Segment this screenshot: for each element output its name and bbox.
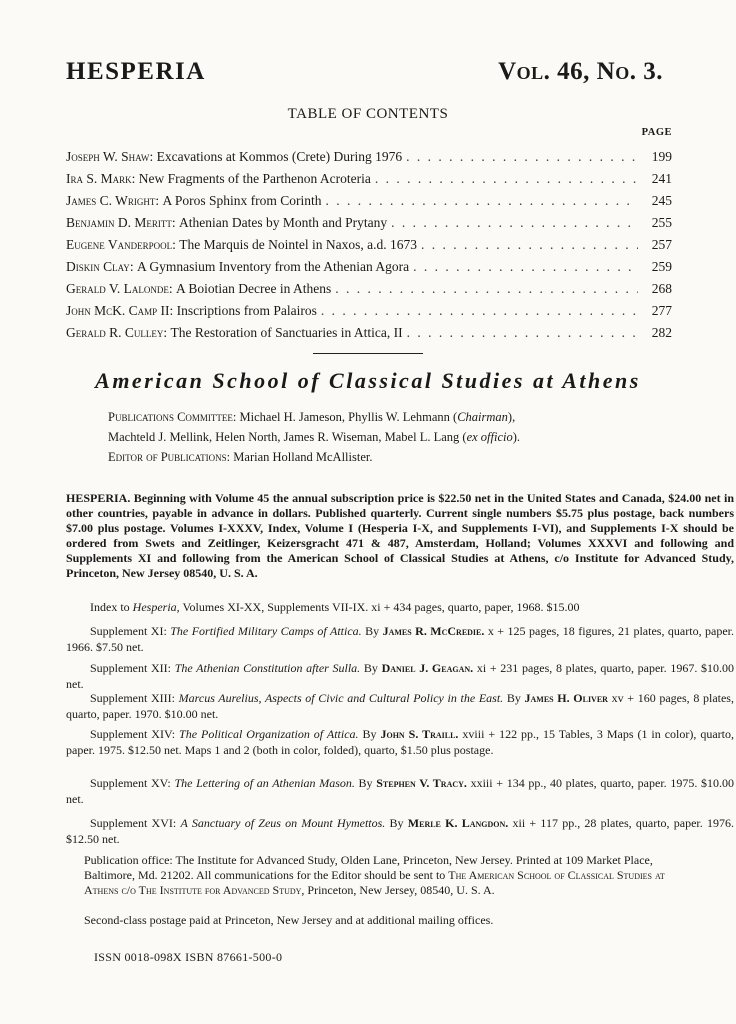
- school-name: American School of Classical Studies at Athens: [95, 368, 641, 393]
- editor-label: Editor of Publications:: [108, 450, 231, 464]
- supplement-entry: [66, 600, 734, 616]
- committee-members-1: Michael H. Jameson, Phyllis W. Lehmann (: [239, 410, 458, 424]
- publication-office-end: Princeton, New Jersey, 08540, U. S. A.: [304, 883, 495, 897]
- supplement-details: , Volumes XI-XX, Supplements VII-IX. xi + 434 pages, quarto, paper, 1968. $15.00: [176, 600, 580, 614]
- toc-entry: [66, 303, 672, 325]
- toc-author: James C. Wright: [66, 193, 156, 208]
- toc-leader-dots: [335, 281, 638, 297]
- supplement-entry: [66, 727, 734, 758]
- supplement-details: x + 125 pages, 18 figures, 21 plates, quarto, paper. 1966. $7.50 net.: [66, 624, 735, 654]
- supplement-lead: Supplement XVI:: [90, 816, 181, 830]
- toc-page: 282: [651, 325, 672, 340]
- toc-page: 259: [651, 259, 672, 274]
- toc-title: Excavations at Kommos (Crete) During 1976: [156, 149, 403, 164]
- toc-page: 277: [651, 303, 672, 318]
- supplement-title: The Fortified Military Camps of Attica.: [170, 624, 362, 638]
- toc-author: Eugene Vanderpool: [66, 237, 173, 252]
- toc-author: John McK. Camp II: [66, 303, 170, 318]
- supplement-by: By: [361, 624, 383, 638]
- supplement-author: James H. Oliver: [524, 691, 608, 705]
- supplement-lead: Index to: [90, 600, 133, 614]
- supplement-lead: Supplement XIV:: [90, 727, 180, 741]
- subscription-notice: HESPERIA. Beginning with Volume 45 the annual subscription price is $22.50 net in the United States and Canada, $24.00 net in other countries, payable in advance in dollars. Published quarterly. Current single numbers $5.75 plus postage, back numbers $7.00 plus postage. Volumes I-XXXV, Index, Volume I (Hesperia I-X, and Supplements I-VI), and Supplements I-X should be ordered from Swets and Zeitlinger, Keizersgracht 471 & 487, Amsterdam, Holland; Volumes XXXVI and following and Supplements XI and following from the American School of Classical Studies at Athens, c/o Institute for Advanced Study, Princeton, New Jersey 08540, U. S. A.: [66, 491, 734, 580]
- toc-title: A Boiotian Decree in Athens: [176, 281, 332, 296]
- toc-colon: :: [149, 149, 157, 164]
- committee-chair: Chairman: [457, 410, 508, 424]
- supplement-lead: Supplement XV:: [90, 776, 175, 790]
- postage-notice: Second-class postage paid at Princeton, New Jersey and at additional mailing offices.: [84, 913, 494, 927]
- publication-office: [84, 853, 684, 898]
- supplement-title: A Sanctuary of Zeus on Mount Hymettos.: [180, 816, 386, 830]
- toc-heading: TABLE OF CONTENTS: [287, 106, 449, 122]
- toc-entry: [66, 259, 672, 281]
- toc-leader-dots: [375, 171, 638, 187]
- toc-author: Diskin Clay: [66, 259, 130, 274]
- toc-leader-dots: [406, 149, 638, 165]
- toc-colon: :: [171, 215, 180, 230]
- committee-sep-2: ).: [512, 430, 521, 444]
- toc-entry: [66, 237, 672, 259]
- toc-colon: :: [169, 303, 177, 318]
- toc-leader-dots: [421, 237, 638, 253]
- toc-entry: [66, 325, 672, 347]
- supplement-details: xii + 117 pp., 28 plates, quarto, paper. 1976. $12.50 net.: [66, 816, 734, 846]
- supplement-lead: Supplement XI:: [90, 624, 171, 638]
- supplement-entry: [66, 661, 734, 692]
- supplement-entry: [66, 624, 734, 655]
- supplement-details: xi + 231 pages, 8 plates, quarto, paper. 1967. $10.00 net.: [66, 661, 734, 691]
- toc-leader-dots: [391, 215, 638, 231]
- committee-ex-officio: ex officio: [466, 430, 513, 444]
- toc-entry: [66, 215, 672, 237]
- toc-entry: [66, 149, 672, 171]
- supplement-by: By: [354, 776, 377, 790]
- publication-office-address: The American School of Classical Studies at Athens c/o The Institute for Advanced Study,: [84, 868, 665, 897]
- toc-title: Athenian Dates by Month and Prytany: [179, 215, 388, 230]
- issn-isbn: ISSN 0018-098X ISBN 87661-500-0: [94, 950, 283, 964]
- supplement-author: Stephen V. Tracy.: [376, 776, 467, 790]
- supplement-author: James R. McCredie.: [382, 624, 485, 638]
- supplement-by: By: [358, 727, 381, 741]
- publication-office-text: Publication office: The Institute for Advanced Study, Olden Lane, Princeton, New Jersey. Printed at 109 Market Place, Baltimore, Md. 21202. All communications for the Editor should be sent to: [84, 853, 653, 882]
- toc-author: Gerald V. Lalonde: [66, 281, 169, 296]
- supplement-entry: [66, 776, 734, 807]
- toc-title: The Marquis de Nointel in Naxos, a.d. 1673: [179, 237, 417, 252]
- toc-page-column-label: PAGE: [641, 127, 672, 138]
- editor-name: Marian Holland McAllister.: [233, 450, 373, 464]
- toc-page: 199: [651, 149, 672, 164]
- supplement-entry: [66, 816, 734, 847]
- toc-author: Joseph W. Shaw: [66, 149, 150, 164]
- journal-title: HESPERIA: [66, 58, 206, 85]
- divider: [313, 353, 423, 354]
- supplement-by: By: [385, 816, 408, 830]
- supplement-entry: [66, 691, 734, 722]
- toc-colon: :: [163, 325, 171, 340]
- supplement-details: xxiii + 134 pp., 40 plates, quarto, paper. 1975. $10.00 net.: [66, 776, 734, 806]
- publications-committee-cont: [108, 430, 520, 445]
- toc-title: New Fragments of the Parthenon Acroteria: [138, 171, 371, 186]
- toc-title: A Gymnasium Inventory from the Athenian Agora: [136, 259, 410, 274]
- committee-members-2: Machteld J. Mellink, Helen North, James R. Wiseman, Mabel L. Lang (: [108, 430, 467, 444]
- toc-author: Ira S. Mark: [66, 171, 132, 186]
- supplement-lead: Supplement XIII:: [90, 691, 179, 705]
- supplement-by: By: [503, 691, 525, 705]
- supplement-author: John S. Traill.: [380, 727, 459, 741]
- volume-number: Vol. 46, No. 3.: [498, 58, 663, 85]
- supplement-details: xv + 160 pages, 8 plates, quarto, paper. 1970. $10.00 net.: [66, 691, 734, 721]
- toc-page: 245: [651, 193, 672, 208]
- toc-title: A Poros Sphinx from Corinth: [162, 193, 322, 208]
- committee-label: Publications Committee:: [108, 410, 237, 424]
- supplement-lead: Supplement XII:: [90, 661, 175, 675]
- toc-colon: :: [129, 259, 137, 274]
- toc-leader-dots: [407, 325, 638, 341]
- supplement-title: The Lettering of an Athenian Mason.: [174, 776, 355, 790]
- toc-leader-dots: [321, 303, 638, 319]
- toc-colon: :: [155, 193, 163, 208]
- toc-entry: [66, 193, 672, 215]
- toc-entry: [66, 171, 672, 193]
- supplement-title: The Athenian Constitution after Sulla.: [174, 661, 361, 675]
- toc-title: Inscriptions from Palairos: [176, 303, 317, 318]
- toc-leader-dots: [326, 193, 638, 209]
- supplement-details: xviii + 122 pp., 15 Tables, 3 Maps (1 in color), quarto, paper. 1975. $12.50 net. Maps 1 and 2 (both in color, folded), quarto, $1.50 plus postage.: [66, 727, 734, 757]
- supplement-author: Merle K. Langdon.: [407, 816, 509, 830]
- toc-page: 241: [651, 171, 672, 186]
- toc-page: 268: [651, 281, 672, 296]
- toc-author: Gerald R. Culley: [66, 325, 164, 340]
- toc-colon: :: [131, 171, 139, 186]
- toc-page: 257: [651, 237, 672, 252]
- supplement-by: By: [360, 661, 382, 675]
- editor-line: [108, 450, 373, 465]
- toc-colon: :: [168, 281, 177, 296]
- toc-author: Benjamin D. Meritt: [66, 215, 172, 230]
- supplement-title: Marcus Aurelius, Aspects of Civic and Cultural Policy in the East.: [178, 691, 504, 705]
- toc-colon: :: [172, 237, 180, 252]
- committee-sep-1: ),: [507, 410, 516, 424]
- toc-leader-dots: [413, 259, 638, 275]
- supplement-title: Hesperia: [132, 600, 177, 614]
- supplement-author: Daniel J. Geagan.: [381, 661, 474, 675]
- toc-title: The Restoration of Sanctuaries in Attica, II: [170, 325, 403, 340]
- toc-entry: [66, 281, 672, 303]
- toc-page: 255: [651, 215, 672, 230]
- publications-committee: [108, 410, 515, 425]
- supplement-title: The Political Organization of Attica.: [179, 727, 359, 741]
